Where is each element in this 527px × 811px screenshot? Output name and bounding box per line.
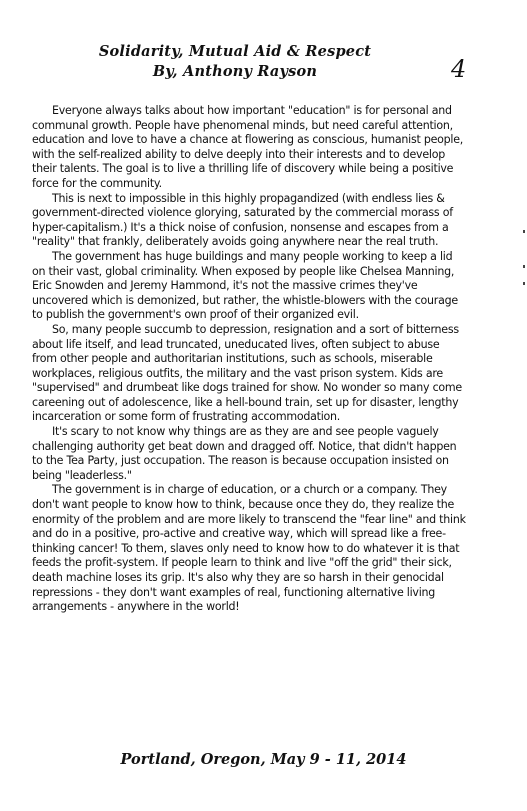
paragraph: The government is in charge of education, or a church or a company. They don't want people to know how to think, because once they do, they realize the enormity of the problem and are more likely to transcend the "fear line" and think and do in a positive, pro-active and creative way, which will spread like a free-thinking cancer! To them, slaves only need to know how to do whatever it is that feeds the profit-system. If people learn to think and live "off the grid" their sick, death machine loses its grip. It's also why they are so harsh in their genocidal repressions - they don't want examples of real, functioning alternative living arrangements - anywhere in the world! bbox=[32, 483, 466, 614]
page-number: 4 bbox=[451, 55, 467, 83]
author-byline: By, Anthony Rayson bbox=[152, 63, 318, 80]
paragraph: Everyone always talks about how important "education" is for personal and communal growth. People have phenomenal minds, but need careful attention, education and love to have a chance at flowering as conscious, humanist people, with the self-realized ability to delve deeply into their interests and to develop their talents. The goal is to live a thrilling life of discovery while being a positive force for the community. bbox=[32, 104, 464, 190]
paragraph: It's scary to not know why things are as they are and see people vaguely challenging authority get beat down and dragged off. Notice, that didn't happen to the Tea Party, just occupation. The reason is because occupation insisted on being "leaderless." bbox=[32, 425, 457, 482]
paragraph: This is next to impossible in this highly propagandized (with endless lies & government-directed violence glorying, saturated by the commercial morass of hyper-capitalism.) It's a thick noise of confusion, nonsense and escapes from a "reality" that frankly, deliberately avoids going anywhere near the real truth. bbox=[32, 191, 453, 249]
paragraph: The government has huge buildings and many people working to keep a lid on their vast, global criminality. When exposed by people like Chelsea Manning, Eric Snowden and Jeremy Hammond, it's not the massive crimes they've uncovered which is demonized, but rather, the whistle-blowers with the courage to publish the government's own proof of their organized evil. bbox=[32, 249, 458, 322]
scan-mark bbox=[523, 230, 525, 233]
scan-mark bbox=[523, 282, 525, 285]
document-title: Solidarity, Mutual Aid & Respect bbox=[98, 43, 372, 60]
article-body bbox=[32, 104, 466, 615]
paragraph: So, many people succumb to depression, resignation and a sort of bitterness about life itself, and lead truncated, uneducated lives, often subject to abuse from other people and authoritarian institutions, such as schools, miserable workplaces, religious outfits, the military and the vast prison system. Kids are "supervised" and drumbeat like dogs trained for show. No wonder so many come careening out of adolescence, like a hell-bound train, set up for disaster, lengthy incarceration or some form of frustrating accommodation. bbox=[32, 322, 462, 424]
location-date-footer: Portland, Oregon, May 9 - 11, 2014 bbox=[120, 751, 407, 768]
scan-mark bbox=[523, 265, 525, 268]
